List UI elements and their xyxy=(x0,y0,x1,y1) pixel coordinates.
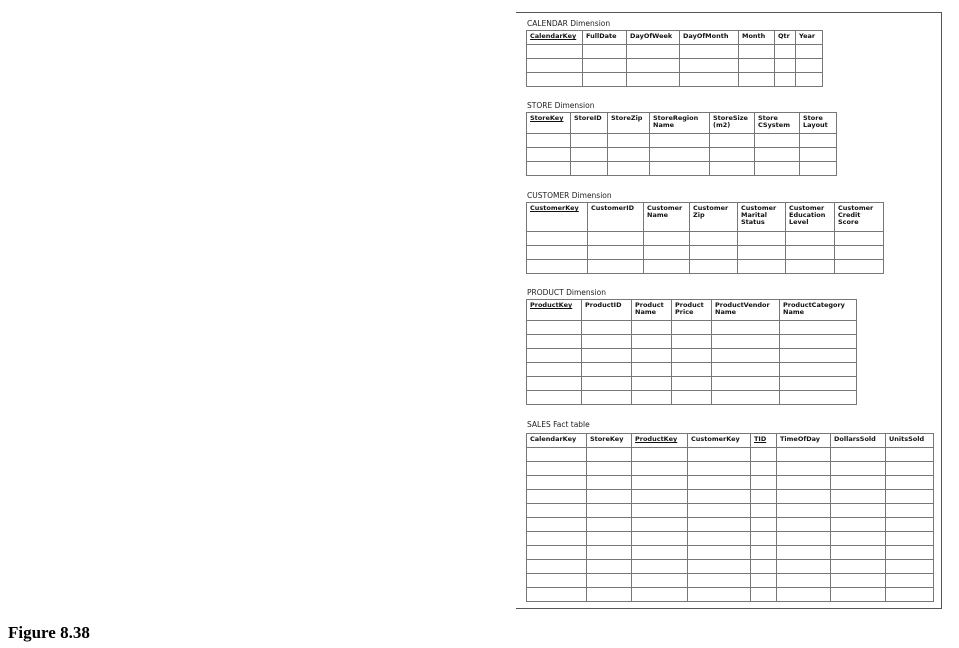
table-cell xyxy=(587,490,632,504)
table-row xyxy=(527,148,837,162)
table-cell xyxy=(672,349,712,363)
table-cell xyxy=(582,363,632,377)
table-cell xyxy=(712,321,780,335)
table-cell xyxy=(688,588,751,602)
table-cell xyxy=(527,59,583,73)
table-cell xyxy=(886,546,934,560)
table-cell xyxy=(588,260,644,274)
table-cell xyxy=(751,588,777,602)
table-row xyxy=(527,448,934,462)
table-cell xyxy=(527,260,588,274)
table-cell xyxy=(587,476,632,490)
table-cell xyxy=(886,532,934,546)
column-header: TID xyxy=(751,434,777,448)
table-cell xyxy=(738,246,786,260)
table-cell xyxy=(751,518,777,532)
table-cell xyxy=(527,321,582,335)
table-cell xyxy=(587,574,632,588)
table-cell xyxy=(796,73,823,87)
table-cell xyxy=(831,574,886,588)
table-cell xyxy=(835,260,884,274)
table-row xyxy=(527,560,934,574)
table-cell xyxy=(688,490,751,504)
table-cell xyxy=(672,335,712,349)
column-header: TimeOfDay xyxy=(777,434,831,448)
table-cell xyxy=(680,45,739,59)
table-cell xyxy=(831,560,886,574)
table-cell xyxy=(688,462,751,476)
table-cell xyxy=(632,448,688,462)
column-header: UnitsSold xyxy=(886,434,934,448)
table-cell xyxy=(831,476,886,490)
table-row xyxy=(527,532,934,546)
table-row xyxy=(527,321,857,335)
table-row xyxy=(527,363,857,377)
table-cell xyxy=(588,232,644,246)
table-cell xyxy=(632,335,672,349)
table-cell xyxy=(690,260,738,274)
table-cell xyxy=(710,148,755,162)
table-row xyxy=(527,134,837,148)
table-cell xyxy=(587,588,632,602)
table-cell xyxy=(886,490,934,504)
column-header: ProductCategory Name xyxy=(780,300,857,321)
table-cell xyxy=(650,134,710,148)
table-cell xyxy=(587,504,632,518)
column-header: StoreZip xyxy=(608,113,650,134)
table-cell xyxy=(527,363,582,377)
table-cell xyxy=(751,546,777,560)
table-cell xyxy=(835,232,884,246)
table-cell xyxy=(780,377,857,391)
column-header: DollarsSold xyxy=(831,434,886,448)
table-cell xyxy=(672,391,712,405)
table-cell xyxy=(800,134,837,148)
table-cell xyxy=(688,504,751,518)
table-cell xyxy=(780,335,857,349)
table-cell xyxy=(527,560,587,574)
table-cell xyxy=(751,532,777,546)
table-cell xyxy=(777,588,831,602)
table-cell xyxy=(835,246,884,260)
table-cell xyxy=(608,162,650,176)
column-header: DayOfWeek xyxy=(627,31,680,45)
column-header: Customer Credit Score xyxy=(835,203,884,232)
table-cell xyxy=(571,162,608,176)
column-header: StoreKey xyxy=(527,113,571,134)
column-header: CustomerKey xyxy=(527,203,588,232)
table-cell xyxy=(627,59,680,73)
customer-dimension-table xyxy=(526,202,884,274)
table-cell xyxy=(786,232,835,246)
table-cell xyxy=(527,134,571,148)
table-cell xyxy=(627,45,680,59)
table-cell xyxy=(571,134,608,148)
table-cell xyxy=(831,532,886,546)
table-cell xyxy=(680,59,739,73)
table-cell xyxy=(710,134,755,148)
column-header: Store Layout xyxy=(800,113,837,134)
table-cell xyxy=(632,391,672,405)
table-cell xyxy=(690,246,738,260)
table-cell xyxy=(739,59,775,73)
product-dimension-table xyxy=(526,299,857,405)
table-cell xyxy=(527,504,587,518)
column-header: StoreKey xyxy=(587,434,632,448)
table-cell xyxy=(886,504,934,518)
table-cell xyxy=(587,532,632,546)
table-cell xyxy=(688,518,751,532)
table-cell xyxy=(587,560,632,574)
table-cell xyxy=(527,476,587,490)
table-cell xyxy=(780,321,857,335)
customer-dimension-title: CUSTOMER Dimension xyxy=(527,191,612,200)
table-cell xyxy=(738,260,786,274)
table-row xyxy=(527,588,934,602)
column-header: CustomerKey xyxy=(688,434,751,448)
table-cell xyxy=(755,162,800,176)
table-row xyxy=(527,59,823,73)
table-cell xyxy=(527,448,587,462)
store-dimension-table xyxy=(526,112,837,176)
table-cell xyxy=(831,588,886,602)
table-cell xyxy=(796,45,823,59)
table-cell xyxy=(527,490,587,504)
table-cell xyxy=(632,349,672,363)
table-cell xyxy=(632,574,688,588)
table-cell xyxy=(527,588,587,602)
table-cell xyxy=(527,391,582,405)
column-header: Customer Education Level xyxy=(786,203,835,232)
column-header: FullDate xyxy=(583,31,627,45)
table-cell xyxy=(688,448,751,462)
table-cell xyxy=(632,377,672,391)
table-row xyxy=(527,476,934,490)
column-header: DayOfMonth xyxy=(680,31,739,45)
column-header: Month xyxy=(739,31,775,45)
column-header: Product Price xyxy=(672,300,712,321)
table-cell xyxy=(751,462,777,476)
table-cell xyxy=(710,162,755,176)
table-cell xyxy=(632,532,688,546)
table-cell xyxy=(755,134,800,148)
table-row xyxy=(527,391,857,405)
table-cell xyxy=(777,546,831,560)
table-cell xyxy=(739,45,775,59)
table-cell xyxy=(680,73,739,87)
table-cell xyxy=(632,462,688,476)
table-cell xyxy=(632,363,672,377)
sales-fact-table-title: SALES Fact table xyxy=(527,420,590,429)
table-cell xyxy=(777,560,831,574)
table-cell xyxy=(571,148,608,162)
table-cell xyxy=(527,162,571,176)
table-cell xyxy=(738,232,786,246)
table-cell xyxy=(751,560,777,574)
table-cell xyxy=(800,162,837,176)
table-cell xyxy=(632,321,672,335)
table-row xyxy=(527,504,934,518)
figure-caption: Figure 8.38 xyxy=(8,623,90,642)
table-cell xyxy=(777,448,831,462)
table-cell xyxy=(644,260,690,274)
table-cell xyxy=(650,162,710,176)
table-cell xyxy=(712,349,780,363)
column-header: Customer Marital Status xyxy=(738,203,786,232)
table-cell xyxy=(527,335,582,349)
table-row xyxy=(527,518,934,532)
table-cell xyxy=(886,588,934,602)
table-cell xyxy=(786,246,835,260)
table-cell xyxy=(644,246,690,260)
table-cell xyxy=(632,518,688,532)
table-cell xyxy=(527,574,587,588)
table-cell xyxy=(608,134,650,148)
column-header: ProductKey xyxy=(632,434,688,448)
table-cell xyxy=(831,518,886,532)
table-cell xyxy=(831,546,886,560)
table-cell xyxy=(644,232,690,246)
table-cell xyxy=(582,349,632,363)
column-header: StoreID xyxy=(571,113,608,134)
column-header: Year xyxy=(796,31,823,45)
table-cell xyxy=(751,476,777,490)
table-cell xyxy=(627,73,680,87)
table-cell xyxy=(712,335,780,349)
table-cell xyxy=(582,391,632,405)
table-cell xyxy=(588,246,644,260)
table-row xyxy=(527,246,884,260)
table-row xyxy=(527,260,884,274)
table-cell xyxy=(632,504,688,518)
table-cell xyxy=(751,490,777,504)
table-cell xyxy=(688,476,751,490)
table-cell xyxy=(886,448,934,462)
table-cell xyxy=(780,349,857,363)
table-cell xyxy=(712,377,780,391)
table-cell xyxy=(780,363,857,377)
table-cell xyxy=(777,504,831,518)
table-cell xyxy=(786,260,835,274)
calendar-dimension-table xyxy=(526,30,823,87)
table-row xyxy=(527,574,934,588)
table-cell xyxy=(632,560,688,574)
store-dimension-title: STORE Dimension xyxy=(527,101,595,110)
table-cell xyxy=(688,560,751,574)
table-row xyxy=(527,335,857,349)
table-cell xyxy=(583,59,627,73)
column-header: StoreSize (m2) xyxy=(710,113,755,134)
table-cell xyxy=(582,335,632,349)
table-cell xyxy=(751,574,777,588)
table-cell xyxy=(690,232,738,246)
table-cell xyxy=(688,574,751,588)
table-cell xyxy=(583,45,627,59)
table-cell xyxy=(527,73,583,87)
table-cell xyxy=(527,546,587,560)
table-cell xyxy=(632,588,688,602)
table-cell xyxy=(751,504,777,518)
table-cell xyxy=(777,490,831,504)
table-cell xyxy=(527,45,583,59)
table-cell xyxy=(755,148,800,162)
calendar-dimension-title: CALENDAR Dimension xyxy=(527,19,611,28)
column-header: CalendarKey xyxy=(527,434,587,448)
table-row xyxy=(527,490,934,504)
column-header: Qtr xyxy=(775,31,796,45)
column-header: ProductVendor Name xyxy=(712,300,780,321)
column-header: ProductID xyxy=(582,300,632,321)
table-row xyxy=(527,546,934,560)
table-cell xyxy=(886,560,934,574)
table-cell xyxy=(527,462,587,476)
table-cell xyxy=(527,377,582,391)
column-header: ProductKey xyxy=(527,300,582,321)
table-cell xyxy=(527,148,571,162)
table-cell xyxy=(527,246,588,260)
table-cell xyxy=(527,518,587,532)
table-cell xyxy=(608,148,650,162)
table-cell xyxy=(886,574,934,588)
table-cell xyxy=(712,391,780,405)
table-cell xyxy=(583,73,627,87)
table-cell xyxy=(780,391,857,405)
table-cell xyxy=(672,377,712,391)
table-cell xyxy=(886,462,934,476)
column-header: CalendarKey xyxy=(527,31,583,45)
table-cell xyxy=(886,518,934,532)
table-cell xyxy=(582,321,632,335)
table-cell xyxy=(582,377,632,391)
table-cell xyxy=(587,546,632,560)
table-cell xyxy=(775,59,796,73)
table-cell xyxy=(777,574,831,588)
table-cell xyxy=(739,73,775,87)
table-cell xyxy=(712,363,780,377)
table-cell xyxy=(777,476,831,490)
table-row xyxy=(527,462,934,476)
table-cell xyxy=(632,546,688,560)
table-cell xyxy=(527,349,582,363)
table-cell xyxy=(587,448,632,462)
table-cell xyxy=(886,476,934,490)
table-cell xyxy=(751,448,777,462)
table-cell xyxy=(650,148,710,162)
table-row xyxy=(527,232,884,246)
table-cell xyxy=(527,532,587,546)
table-cell xyxy=(800,148,837,162)
table-cell xyxy=(688,546,751,560)
table-cell xyxy=(672,363,712,377)
table-row xyxy=(527,45,823,59)
table-cell xyxy=(775,45,796,59)
column-header: Customer Name xyxy=(644,203,690,232)
table-row xyxy=(527,377,857,391)
table-cell xyxy=(587,462,632,476)
table-cell xyxy=(831,448,886,462)
table-cell xyxy=(688,532,751,546)
table-cell xyxy=(672,321,712,335)
table-cell xyxy=(587,518,632,532)
column-header: Store CSystem xyxy=(755,113,800,134)
table-cell xyxy=(831,462,886,476)
product-dimension-title: PRODUCT Dimension xyxy=(527,288,606,297)
column-header: StoreRegion Name xyxy=(650,113,710,134)
table-cell xyxy=(632,490,688,504)
column-header: Product Name xyxy=(632,300,672,321)
table-cell xyxy=(796,59,823,73)
table-row xyxy=(527,162,837,176)
table-cell xyxy=(831,490,886,504)
table-row xyxy=(527,73,823,87)
table-cell xyxy=(775,73,796,87)
sales-fact-table xyxy=(526,433,934,602)
column-header: Customer Zip xyxy=(690,203,738,232)
table-cell xyxy=(777,462,831,476)
table-cell xyxy=(527,232,588,246)
table-row xyxy=(527,349,857,363)
table-cell xyxy=(632,476,688,490)
column-header: CustomerID xyxy=(588,203,644,232)
table-cell xyxy=(777,532,831,546)
table-cell xyxy=(831,504,886,518)
table-cell xyxy=(777,518,831,532)
